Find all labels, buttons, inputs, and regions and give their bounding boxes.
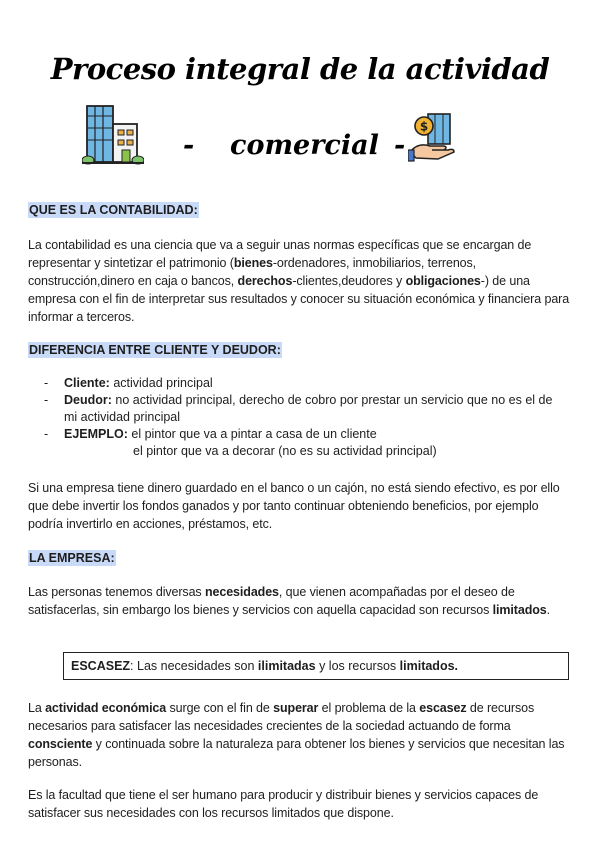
paragraph-actividad-economica: La actividad económica surge con el fin de superar el problema de la escasez de recursos necesarios para satisfacer las necesidades crecientes de la sociedad actuando de forma consciente y continuada sobre la naturaleza para obtener los bienes y servicios que necesitan las personas. [28,701,565,769]
title-dash-left: - [183,130,195,161]
page-title: Proceso integral de la actividad [50,52,550,86]
list-item: - EJEMPLO: el pintor que va a pintar a casa de un cliente el pintor que va a decorar (no es su actividad principal) [44,427,437,458]
bullet-list [44,375,564,460]
escasez-box: ESCASEZ: Las necesidades son ilimitadas y los recursos limitados. [63,652,569,680]
section-heading-cliente-deudor: DIFERENCIA ENTRE CLIENTE Y DEUDOR: [29,343,281,357]
paragraph-necesidades: Las personas tenemos diversas necesidades, que vienen acompañadas por el deseo de satisfacerlas, sin embargo los bienes y servicios con aquella capacidad son recursos limitados. [28,585,551,617]
svg-text:$: $ [419,119,429,134]
money-hand-building-icon [408,112,456,162]
list-item: - Deudor: no actividad principal, derecho de cobro por prestar un servicio que no es el de mi actividad principal [44,393,553,424]
title-dash-right: - [394,130,406,161]
paragraph-facultad: Es la facultad que tiene el ser humano para producir y distribuir bienes y servicios capaces de satisfacer sus necesidades con los recursos limitados que dispone. [28,788,539,820]
paragraph-contabilidad: La contabilidad es una ciencia que va a seguir unas normas específicas que se encargan de representar y sintetizar el patrimonio (bienes-ordenadores, inmobiliarios, terrenos, construcción,dinero en caja o bancos, derechos-clientes,deudores y obligaciones-) de una empresa con el fin de interpretar sus resultados y conocer su situación económica y financiera para informar a terceros. [28,238,570,324]
paragraph-empresa-dinero: Si una empresa tiene dinero guardado en el banco o un cajón, no está siendo efectivo, es por ello que debe invertir los fondos ganados y por tanto continuar obteniendo beneficios, por ejemplo podría invertirlo en acciones, préstamos, etc. [28,481,560,531]
list-item: - Cliente: actividad principal [44,376,213,390]
title-word: comercial [230,130,379,161]
section-heading-contabilidad: QUE ES LA CONTABILIDAD: [29,203,198,217]
section-heading-empresa: LA EMPRESA: [29,551,115,565]
